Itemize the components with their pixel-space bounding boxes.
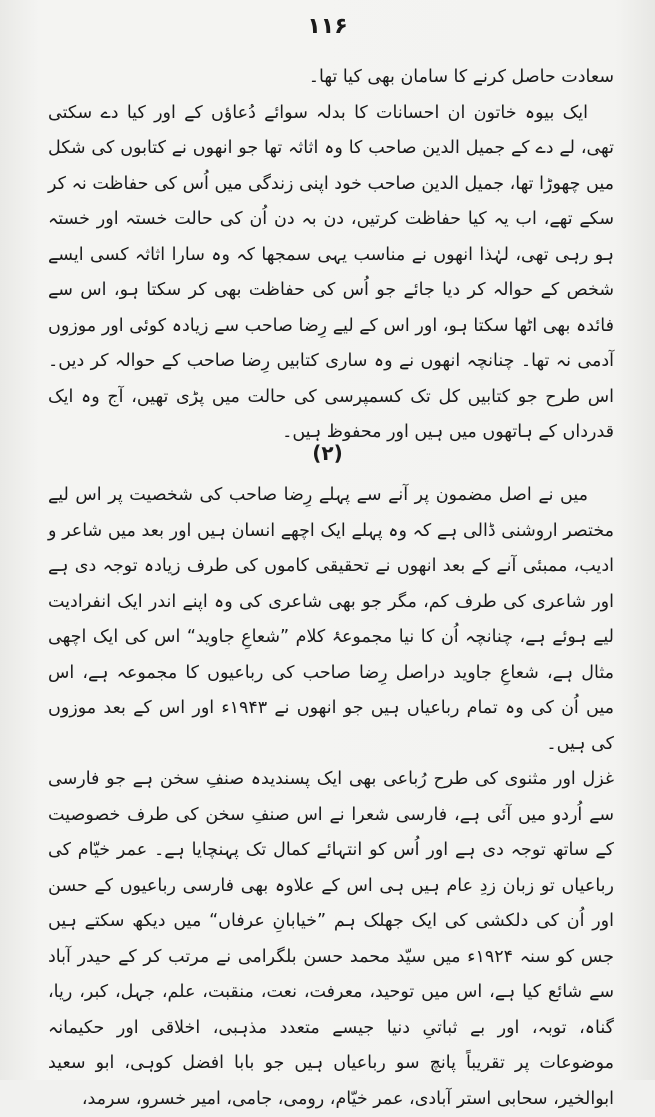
section-1-text [48,60,614,451]
section-number: (۲) [312,441,343,465]
paragraph: میں نے اصل مضمون پر آنے سے پہلے رِضا صاحب کی شخصیت پر اس لیے مختصر اروشنی ڈالی ہے کہ وہ پہلے ایک اچھے انسان ہیں اور بعد میں شاعر و ادیب، ممبئی آنے کے بعد انھوں نے تحقیقی کاموں کی طرف زیادہ توجہ دی ہے اور شاعری کی طرف کم، مگر جو بھی شاعری کی وہ اپنے اندر ایک انفرادیت لیے ہوئے ہے، چنانچہ اُن کا نیا مجموعۂ کلام ”شعاعِ جاوید“ اس کی ایک اچھی مثال ہے، شعاعِ جاوید دراصل رِضا صاحب کی رباعیوں کا مجموعہ ہے، اس میں اُن کی وہ تمام رباعیاں ہیں جو انھوں نے ۱۹۴۳ء اور اس کے بعد موزوں کی ہیں۔ [48,485,614,754]
paragraph: ایک بیوہ خاتون ان احسانات کا بدلہ سوائے دُعاؤں کے اور کیا دے سکتی تھی، لے دے کے جمیل الدین صاحب کا وہ اثاثہ تھا جو انھوں نے کتابوں کی شکل میں چھوڑا تھا، جمیل الدین صاحب خود اپنی زندگی میں اُس کی حفاظت نہ کر سکے تھے، اب یہ کیا حفاظت کرتیں، دن بہ دن اُن کی حالت خستہ اور خستہ ہو رہی تھی، لہٰذا انھوں نے مناسب یہی سمجھا کہ وہ سارا اثاثہ کسی ایسے شخص کے حوالہ کر دیا جائے جو اُس کی حفاظت بھی کر سکتا ہو، اس سے فائدہ بھی اٹھا سکتا ہو، اور اس کے لیے رِضا صاحب سے زیادہ کوئی اور موزوں آدمی نہ تھا۔ چنانچہ انھوں نے وہ ساری کتابیں رِضا صاحب کے حوالہ کر دیں۔ اس طرح جو کتابیں کل تک کسمپرسی کی حالت میں پڑی تھیں، آج وہ ایک قدرداں کے ہاتھوں میں ہیں اور محفوظ ہیں۔ [48,102,614,442]
paragraph: سعادت حاصل کرنے کا سامان بھی کیا تھا۔ [308,67,614,87]
section-2-text [48,478,614,1117]
paragraph: غزل اور مثنوی کی طرح رُباعی بھی ایک پسندیدہ صنفِ سخن ہے جو فارسی سے اُردو میں آئی ہے، فارسی شعرا نے اس صنفِ سخن کی طرف خصوصیت کے ساتھ توجہ دی ہے اور اُس کو انتہائے کمال تک پہنچایا ہے۔ عمر خیّام کی رباعیاں تو زبان زدِ عام ہیں ہی اس کے علاوہ بھی فارسی رباعیوں کے حسن اور اُن کی دلکشی کی ایک جھلک ہم ”خیابانِ عرفاں“ میں دیکھ سکتے ہیں جس کو سنہ ۱۹۲۴ء میں سیّد محمد حسن بلگرامی نے مرتب کر کے حیدر آباد سے شائع کیا ہے، اس میں توحید، معرفت، نعت، منقبت، علم، جہل، کبر، ریا، گناہ، توبہ، اور بے ثباتیِ دنیا جیسے متعدد مذہبی، اخلاقی اور حکیمانہ موضوعات پر تقریباً پانچ سو رباعیاں ہیں جو بابا افضل کوہی، ابو سعید ابوالخیر، سحابی استر آبادی، عمر خیّام، رومی، جامی، امیر خسرو، سرمد، [48,769,614,1109]
page-number: ۱۱۶ [307,14,348,39]
